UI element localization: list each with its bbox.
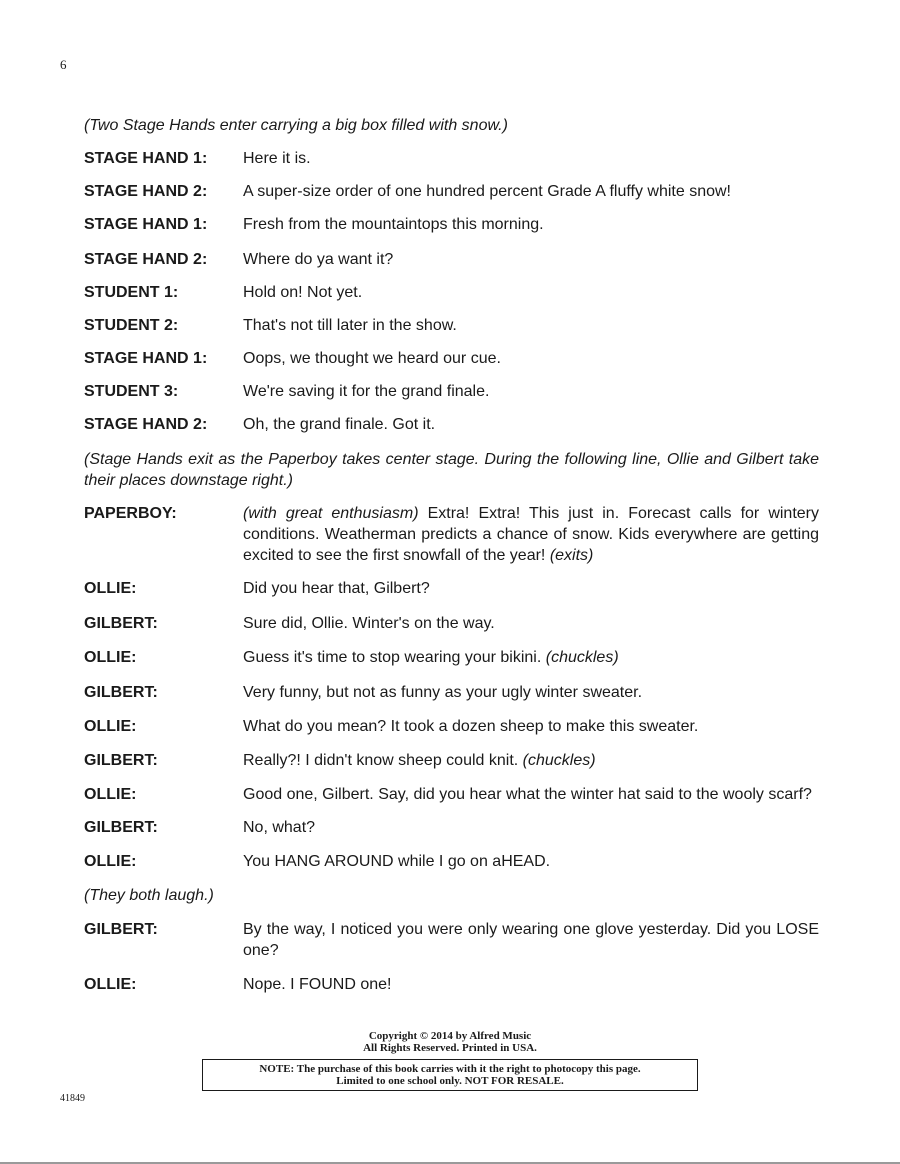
dialogue-segment: Really?! I didn't know sheep could knit.	[243, 752, 523, 769]
note-line: NOTE: The purchase of this book carries with it the right to photocopy this page.	[259, 1063, 641, 1075]
inline-direction: (chuckles)	[545, 649, 619, 666]
dialogue-segment: Guess it's time to stop wearing your bikini.	[243, 649, 546, 666]
speaker-name: OLLIE:	[84, 976, 137, 993]
dialogue-text	[243, 578, 819, 599]
dialogue-segment: What do you mean? It took a dozen sheep to make this sweater.	[243, 718, 699, 735]
dialogue-segment: You HANG AROUND while I go on aHEAD.	[243, 853, 551, 870]
stage-direction: (Stage Hands exit as the Paperboy takes center stage. During the following line, Ollie and Gilbert take their places downstage right.)	[84, 451, 819, 489]
dialogue-line	[84, 750, 819, 771]
dialogue-line	[84, 682, 819, 703]
dialogue-segment: Oops, we thought we heard our cue.	[243, 350, 501, 367]
page-number: 6	[60, 57, 67, 72]
speaker-name: STAGE HAND 2:	[84, 416, 208, 433]
dialogue-line	[84, 578, 819, 599]
speaker-name: GILBERT:	[84, 684, 158, 701]
dialogue-text	[243, 181, 819, 202]
dialogue-text	[243, 682, 819, 703]
dialogue-line	[84, 282, 819, 303]
speaker-name: OLLIE:	[84, 580, 137, 597]
dialogue-text	[243, 817, 819, 838]
dialogue-segment: Where do ya want it?	[243, 251, 394, 268]
speaker-name: OLLIE:	[84, 649, 137, 666]
dialogue-segment: A super-size order of one hundred percent Grade A fluffy white snow!	[243, 183, 731, 200]
dialogue-text	[243, 750, 819, 771]
speaker-name: STAGE HAND 1:	[84, 150, 208, 167]
dialogue-segment: Did you hear that, Gilbert?	[243, 580, 430, 597]
catalog-number: 41849	[60, 1093, 85, 1104]
dialogue-text	[243, 851, 819, 872]
dialogue-text	[243, 919, 819, 961]
inline-direction: (chuckles)	[522, 752, 596, 769]
stage-direction: (They both laugh.)	[84, 887, 214, 904]
inline-direction: (exits)	[549, 547, 594, 564]
dialogue-line	[84, 414, 819, 435]
dialogue-text	[243, 784, 819, 805]
dialogue-segment: Extra! Extra! This just in. Forecast calls for wintery conditions. Weatherman predicts a chance of snow. Kids everywhere are getting excited to see the first snowfall of the year!	[243, 505, 820, 564]
photocopy-note-box	[202, 1059, 698, 1091]
dialogue-line	[84, 214, 819, 235]
dialogue-text	[243, 249, 819, 270]
speaker-name: STUDENT 2:	[84, 317, 179, 334]
speaker-name: GILBERT:	[84, 819, 158, 836]
dialogue-line	[84, 613, 819, 634]
speaker-name: STAGE HAND 1:	[84, 216, 208, 233]
speaker-name: STUDENT 3:	[84, 383, 179, 400]
dialogue-text	[243, 282, 819, 303]
dialogue-line	[84, 817, 819, 838]
dialogue-segment: That's not till later in the show.	[243, 317, 457, 334]
page-footer	[0, 1030, 900, 1091]
dialogue-text	[243, 414, 819, 435]
dialogue-segment: By the way, I noticed you were only wearing one glove yesterday. Did you LOSE one?	[243, 921, 819, 959]
dialogue-segment: We're saving it for the grand finale.	[243, 383, 490, 400]
speaker-name: STAGE HAND 1:	[84, 350, 208, 367]
dialogue-segment: Sure did, Ollie. Winter's on the way.	[243, 615, 495, 632]
dialogue-line	[84, 919, 819, 961]
dialogue-segment: Hold on! Not yet.	[243, 284, 363, 301]
speaker-name: STUDENT 1:	[84, 284, 179, 301]
dialogue-line	[84, 148, 819, 169]
dialogue-segment: Good one, Gilbert. Say, did you hear what the winter hat said to the wooly scarf?	[243, 786, 812, 803]
dialogue-segment: No, what?	[243, 819, 316, 836]
speaker-name: STAGE HAND 2:	[84, 183, 208, 200]
dialogue-text	[243, 613, 819, 634]
dialogue-text	[243, 148, 819, 169]
speaker-name: STAGE HAND 2:	[84, 251, 208, 268]
dialogue-segment: Very funny, but not as funny as your ugly winter sweater.	[243, 684, 643, 701]
dialogue-line	[84, 249, 819, 270]
dialogue-line	[84, 503, 819, 566]
copyright-line: Copyright © 2014 by Alfred Music	[368, 1030, 532, 1042]
dialogue-text	[243, 647, 819, 668]
dialogue-text	[243, 716, 819, 737]
dialogue-text	[243, 214, 819, 235]
dialogue-line	[84, 381, 819, 402]
dialogue-line	[84, 315, 819, 336]
dialogue-text	[243, 974, 819, 995]
dialogue-line	[84, 647, 819, 668]
speaker-name: PAPERBOY:	[84, 505, 177, 522]
speaker-name: GILBERT:	[84, 752, 158, 769]
dialogue-line	[84, 348, 819, 369]
speaker-name: OLLIE:	[84, 853, 137, 870]
copyright-notice	[0, 1030, 900, 1054]
dialogue-segment: Oh, the grand finale. Got it.	[243, 416, 436, 433]
dialogue-text	[243, 315, 819, 336]
dialogue-segment: Here it is.	[243, 150, 311, 167]
dialogue-line	[84, 716, 819, 737]
speaker-name: OLLIE:	[84, 718, 137, 735]
dialogue-line	[84, 784, 819, 805]
speaker-name: GILBERT:	[84, 615, 158, 632]
speaker-name: GILBERT:	[84, 921, 158, 938]
stage-direction: (Two Stage Hands enter carrying a big box filled with snow.)	[84, 117, 508, 134]
dialogue-text	[243, 503, 819, 566]
dialogue-line	[84, 181, 819, 202]
dialogue-text	[243, 381, 819, 402]
dialogue-text	[243, 348, 819, 369]
dialogue-segment: Nope. I FOUND one!	[243, 976, 392, 993]
inline-direction: (with great enthusiasm)	[243, 505, 419, 522]
rights-line: All Rights Reserved. Printed in USA.	[363, 1042, 537, 1054]
script-body	[84, 103, 819, 995]
dialogue-line	[84, 851, 819, 872]
speaker-name: OLLIE:	[84, 786, 137, 803]
note-line: Limited to one school only. NOT FOR RESALE.	[336, 1075, 564, 1087]
dialogue-line	[84, 974, 819, 995]
dialogue-segment: Fresh from the mountaintops this morning.	[243, 216, 544, 233]
